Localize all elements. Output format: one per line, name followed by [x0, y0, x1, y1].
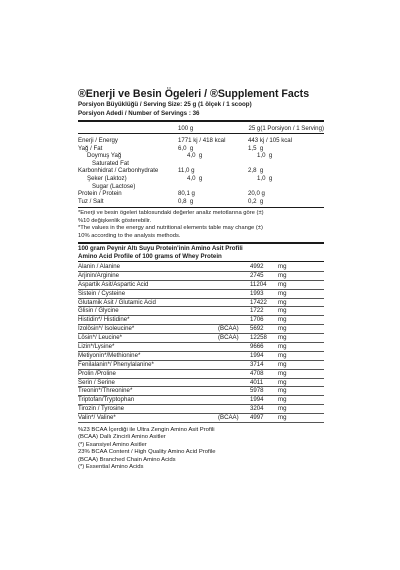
nutrient-label: Yağ / Fat — [78, 144, 103, 152]
nutrition-table — [78, 137, 324, 205]
amino-acid-row — [78, 290, 324, 299]
amino-acid-unit: mg — [278, 271, 287, 279]
nutrient-label: Karbonhidrat / Carbonhydrate — [78, 167, 159, 175]
amino-acid-row — [78, 334, 324, 343]
amino-acid-value: 2745 — [250, 271, 264, 279]
amino-acid-row — [78, 263, 324, 272]
amino-acid-unit: mg — [278, 342, 287, 350]
amino-acid-unit: mg — [278, 298, 287, 306]
amino-acid-value: 5978 — [250, 387, 264, 395]
note-line: %10 değişkenlik gösterebilir. — [78, 217, 152, 224]
bcaa-tag — [218, 405, 250, 413]
bcaa-tag — [218, 370, 250, 378]
value-per-100g: 1771 kj / 418 kcal — [178, 137, 226, 144]
amino-acid-value: 3204 — [250, 405, 264, 413]
amino-acid-row — [78, 316, 324, 325]
amino-acid-value: 1993 — [250, 289, 264, 297]
bcaa-tag — [218, 316, 250, 324]
bcaa-tag — [218, 379, 250, 387]
amino-acid-unit: mg — [278, 262, 287, 270]
amino-acid-row — [78, 281, 324, 290]
amino-acid-row — [78, 299, 324, 308]
value-per-100g: 80,1 g — [178, 190, 195, 198]
amino-acid-row — [78, 361, 324, 370]
bcaa-tag: (BCAA) — [218, 414, 239, 422]
value-per-serving — [242, 183, 324, 191]
bcaa-tag — [218, 263, 250, 271]
footnote-line: 23% BCAA Content / High Quality Amino Acid Profile — [78, 449, 216, 456]
amino-acid-row — [78, 343, 324, 352]
amino-acid-row — [78, 405, 324, 414]
column-header — [78, 124, 324, 133]
nutrition-row — [78, 198, 324, 206]
amino-acid-unit: mg — [278, 369, 287, 377]
note-line: *The values in the energy and nutritional elements table may change (±) — [78, 225, 263, 232]
footnote-line: (BCAA) Dallı Zincirli Amino Asitler — [78, 434, 166, 441]
amino-heading-en: Amino Acid Profile of 100 grams of Whey Protein — [78, 252, 222, 260]
divider — [78, 120, 324, 122]
amino-acid-name: Lizin*/Lysine* — [78, 342, 115, 350]
nutrition-row — [78, 145, 324, 153]
nutrient-label: Şeker (Laktoz) — [87, 174, 127, 182]
serving-size: Porsiyon Büyüklüğü / Serving Size: 25 g (1 ölçek / 1 scoop) — [78, 101, 252, 108]
bcaa-tag — [218, 361, 250, 369]
amino-acid-name: Fenilalanin*/ Phenylalanine* — [78, 360, 154, 368]
value-per-100g: 0,8 g — [178, 197, 194, 205]
amino-acid-unit: mg — [278, 334, 287, 342]
note-line: 10% according to the analysis methods. — [78, 232, 181, 239]
amino-acid-unit: mg — [278, 316, 287, 324]
amino-acid-row — [78, 379, 324, 388]
value-per-100g — [192, 160, 242, 168]
amino-acid-unit: mg — [278, 325, 287, 333]
bcaa-tag — [218, 396, 250, 404]
nutrient-label: Protein / Protein — [78, 190, 122, 198]
amino-acid-value: 3714 — [250, 360, 264, 368]
amino-acid-name: Treonin*/Threonine* — [78, 387, 133, 395]
footnote-line: (*) Essential Amino Acids — [78, 464, 144, 471]
value-per-serving: 1,0 g — [257, 174, 273, 182]
amino-acid-value: 5692 — [250, 325, 264, 333]
footnote-line: (*) Esansiyel Amino Asitler — [78, 441, 147, 448]
nutrient-label: Sugar (Lactose) — [92, 182, 136, 190]
footnotes — [78, 427, 324, 471]
amino-acid-name: Lösin*/ Leucine* — [78, 334, 123, 342]
amino-acid-unit: mg — [278, 351, 287, 359]
amino-acid-name: Tirozin / Tyrosine — [78, 405, 125, 413]
amino-acid-row — [78, 307, 324, 316]
supplement-facts-panel — [78, 88, 324, 471]
amino-acid-value: 4997 — [250, 414, 264, 422]
amino-acid-value: 17422 — [250, 298, 267, 306]
nutrition-row — [78, 167, 324, 175]
value-per-serving: 1,0 g — [257, 152, 273, 160]
value-per-100g: 4,0 g — [187, 174, 203, 182]
amino-acid-name: Serin / Serine — [78, 378, 115, 386]
amino-acid-value: 9666 — [250, 342, 264, 350]
amino-acid-unit: mg — [278, 289, 287, 297]
amino-acid-name: Glisin / Glycine — [78, 307, 119, 315]
amino-acid-value: 1994 — [250, 396, 264, 404]
amino-acid-unit: mg — [278, 280, 287, 288]
amino-acid-name: Metiyonin*/Methionine* — [78, 351, 141, 359]
bcaa-tag — [218, 299, 250, 307]
amino-acid-unit: mg — [278, 396, 287, 404]
nutrient-label: Doymuş Yağ — [87, 152, 122, 160]
footnote-line: %23 BCAA İçerdiği ile Ultra Zengin Amino Asit Profili — [78, 427, 215, 433]
nutrition-row — [78, 152, 324, 160]
value-per-100g: 11,0 g — [178, 167, 195, 175]
nutrient-label: Enerji / Energy — [78, 137, 118, 144]
value-per-serving — [242, 160, 324, 168]
amino-acid-name: Alanin / Alanine — [78, 262, 121, 270]
column-100g: 100 g — [178, 125, 194, 132]
value-per-100g: 4,0 g — [187, 152, 203, 160]
amino-acid-name: Triptofan/Tryptophan — [78, 396, 135, 404]
nutrition-row — [78, 137, 324, 145]
amino-acid-name: Glutamik Asit / Glutamic Acid — [78, 298, 156, 306]
amino-acid-value: 4992 — [250, 262, 264, 270]
amino-acid-name: Sistein / Cysteine — [78, 289, 126, 297]
amino-acid-row — [78, 396, 324, 405]
nutrition-row — [78, 175, 324, 183]
amino-acid-value: 12258 — [250, 334, 267, 342]
amino-heading-tr: 100 gram Peynir Altı Suyu Protein'inin Amino Asit Profili — [78, 244, 243, 252]
amino-acid-value: 4011 — [250, 378, 264, 386]
amino-acid-unit: mg — [278, 387, 287, 395]
bcaa-tag — [218, 281, 250, 289]
nutrition-row — [78, 160, 324, 168]
bcaa-tag — [218, 272, 250, 280]
footnote-line: (BCAA) Branched Chain Amino Acids — [78, 456, 176, 463]
value-per-serving: 1,5 g — [248, 144, 264, 152]
bcaa-tag — [218, 290, 250, 298]
value-per-serving: 2,8 g — [248, 167, 264, 175]
amino-acid-unit: mg — [278, 360, 287, 368]
amino-heading — [78, 245, 324, 261]
amino-acid-row — [78, 414, 324, 423]
bcaa-tag — [218, 352, 250, 360]
bcaa-tag: (BCAA) — [218, 325, 239, 333]
amino-acid-unit: mg — [278, 414, 287, 422]
nutrient-label: Tuz / Salt — [78, 197, 104, 205]
amino-acid-row — [78, 272, 324, 281]
nutrition-row — [78, 183, 324, 191]
amino-acid-row — [78, 352, 324, 361]
servings-count: Porsiyon Adedi / Number of Servings : 36 — [78, 109, 200, 117]
amino-acid-name: İzolösin*/ Isoleucine* — [78, 325, 135, 333]
column-serving: 25 g(1 Porsiyon / 1 Serving) — [248, 125, 324, 132]
amino-acid-row — [78, 325, 324, 334]
panel-title: ®Enerji ve Besin Ögeleri / ®Supplement Facts — [78, 88, 310, 100]
bcaa-tag — [218, 387, 250, 395]
amino-acid-unit: mg — [278, 307, 287, 315]
bcaa-tag — [218, 343, 250, 351]
amino-acid-name: Valin*/ Valine* — [78, 414, 116, 422]
amino-acid-name: Prolin /Proline — [78, 369, 116, 377]
value-per-100g: 6,0 g — [178, 144, 194, 152]
amino-acid-unit: mg — [278, 378, 287, 386]
amino-acid-value: 11204 — [250, 280, 267, 288]
divider — [78, 261, 324, 262]
bcaa-tag — [218, 307, 250, 315]
nutrition-row — [78, 190, 324, 198]
amino-acid-table — [78, 263, 324, 423]
value-per-serving: 0,2 g — [248, 197, 264, 205]
amino-acid-name: Arjinin/Arginine — [78, 271, 119, 279]
nutrient-label: Saturated Fat — [92, 159, 129, 167]
amino-acid-value: 4708 — [250, 369, 264, 377]
value-per-serving: 20,0 g — [248, 190, 265, 198]
amino-acid-row — [78, 387, 324, 396]
value-per-serving: 443 kj / 105 kcal — [248, 137, 293, 144]
amino-acid-row — [78, 370, 324, 379]
amino-acid-name: Aspartik Asit/Aspartic Acid — [78, 280, 149, 288]
amino-acid-name: Histidin*/ Histidine* — [78, 316, 130, 324]
amino-acid-unit: mg — [278, 405, 287, 413]
amino-acid-value: 1994 — [250, 351, 264, 359]
divider — [78, 242, 324, 244]
value-per-100g — [192, 183, 242, 191]
amino-acid-value: 1722 — [250, 307, 264, 315]
analysis-notes — [78, 210, 324, 240]
note-line: *Enerji ve besin ögeleri tablosundaki değerler analiz metotlarına göre (±) — [78, 210, 264, 217]
amino-acid-value: 1706 — [250, 316, 264, 324]
divider — [78, 207, 324, 208]
bcaa-tag: (BCAA) — [218, 334, 239, 342]
